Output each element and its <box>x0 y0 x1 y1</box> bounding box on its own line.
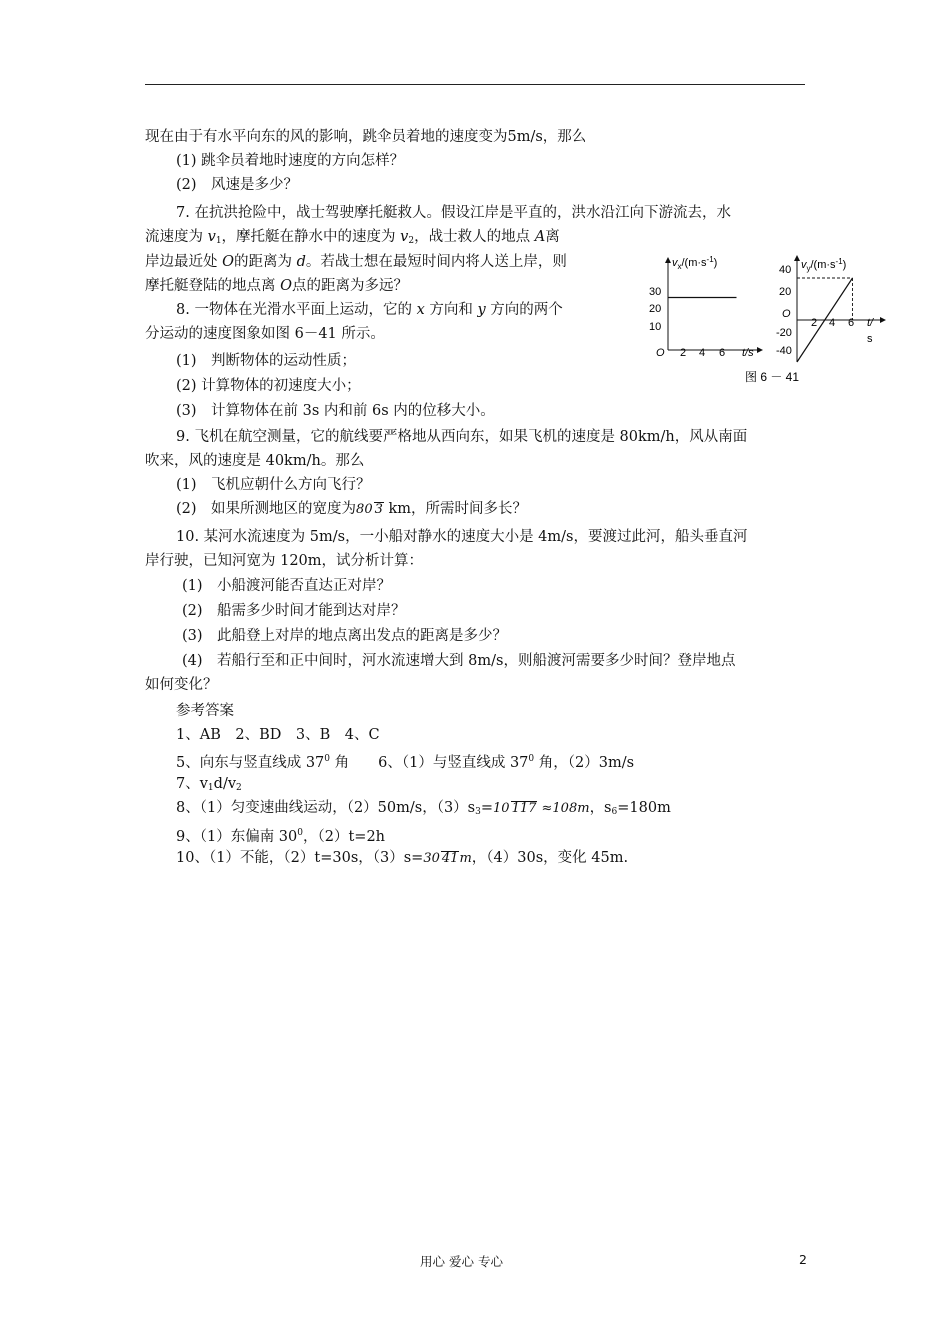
answers-title: 参考答案 <box>176 703 234 719</box>
answer-7: 7、$v_1d/v_2$ <box>176 776 242 793</box>
p9-q1: (1) 飞机应朝什么方向飞行？ <box>176 477 371 493</box>
page-number: 2 <box>799 1252 807 1267</box>
answer-8: 8、（1）匀变速曲线运动，（2）50m/s，$(3)s_3=10$ 117 ≈108m，$s_6=180m$ <box>176 800 671 817</box>
vy-ytick-neg20: -20 <box>776 327 792 339</box>
footer-slogan: 用心 爱心 专心 <box>420 1254 503 1269</box>
p9-line1: 9. 飞机在航空测量，它的航线要严格地从西向东，如果飞机的速度是 80km/h，风从南面 <box>176 429 748 445</box>
vy-xtick-4: 4 <box>829 317 836 329</box>
vy-xtick-6: 6 <box>848 317 855 329</box>
answer-9: 9、（1）东偏南 $30^0$，（2）t=2h <box>176 828 386 845</box>
p8-line1: 8. 一物体在光滑水平面上运动，它的 x 方向和 y 方向的两个 <box>176 302 563 318</box>
vx-xtick-2: 2 <box>680 347 687 359</box>
vy-ytick-neg40: -40 <box>776 345 792 357</box>
vx-origin: O <box>656 347 665 359</box>
p10-q4: (4) 若船行至和正中间时，河水流速增大到 8m/s，则船渡河需要多少时间？登岸地点 <box>182 653 736 669</box>
vy-x-label-unit: s <box>867 333 873 345</box>
vy-chart <box>776 257 883 362</box>
vx-xtick-6: 6 <box>719 347 726 359</box>
p10-line1: 10. 某河水流速度为 5m/s，一小船对静水的速度大小是 4m/s，要渡过此河，船头垂直河 <box>176 529 748 545</box>
vy-ytick-20: 20 <box>779 286 792 298</box>
answer-5-6: 5、向东与竖直线成 $37^0$ 角 6、（1）与竖直线成 $37^0$ 角，（2）3m/s <box>176 754 635 771</box>
vy-x-label: t/ <box>867 317 874 329</box>
p7-line4: 摩托艇登陆的地点离 O点的距离为多远？ <box>145 278 408 294</box>
p10-q1: (1) 小船渡河能否直达正对岸？ <box>182 578 392 594</box>
p7-line3: 岸边最近处 O的距离为 d。若战士想在最短时间内将人送上岸，则 <box>145 254 567 270</box>
vx-chart <box>649 255 760 359</box>
intro-q1: (1) 跳伞员着地时速度的方向怎样？ <box>176 153 405 169</box>
vy-origin: O <box>782 308 791 320</box>
intro-q2: (2) 风速是多少？ <box>176 177 299 193</box>
p8-q2: (2) 计算物体的初速度大小； <box>176 378 361 394</box>
vy-ytick-40: 40 <box>779 264 792 276</box>
intro-line: 现在由于有水平向东的风的影响，跳伞员着地的速度变为5m/s，那么 <box>145 129 587 145</box>
p10-q2: (2) 船需多少时间才能到达对岸？ <box>182 603 406 619</box>
answer-10: 10、（1）不能，（2）t=30s，（3）s=30 41m，（4）30s，变化 45m. <box>176 850 629 866</box>
p9-line2: 吹来，风的速度是 40km/h。那么 <box>145 453 365 469</box>
p10-line2: 岸行驶，已知河宽为 120m，试分析计算： <box>145 553 424 569</box>
p10-q4-cont: 如何变化？ <box>145 677 218 693</box>
p10-q3: (3) 此船登上对岸的地点离出发点的距离是多少？ <box>182 628 508 644</box>
sqrt-3: 3 <box>374 502 383 517</box>
sqrt-117: 117 <box>511 801 537 816</box>
p8-q1: (1) 判断物体的运动性质； <box>176 353 357 369</box>
answer-1-4: 1、AB 2、BD 3、B 4、C <box>176 727 380 743</box>
vx-ytick-30: 30 <box>649 286 662 298</box>
p7-line1: 7. 在抗洪抢险中，战士驾驶摩托艇救人。假设江岸是平直的，洪水沿江向下游流去，水 <box>176 205 731 221</box>
vx-ytick-10: 10 <box>649 321 662 333</box>
sqrt-41: 41 <box>441 851 459 866</box>
p7-line2: 流速度为 $v_1$，摩托艇在静水中的速度为 $v_2$，战士救人的地点 A离 <box>145 229 560 246</box>
p9-q2: (2) 如果所测地区的宽度为80 3 km，所需时间多长？ <box>176 501 528 517</box>
vx-y-label: $v_x/(m\cdot s^{-1})$ <box>672 255 718 271</box>
vx-ytick-20: 20 <box>649 303 662 315</box>
vy-xtick-2: 2 <box>811 317 818 329</box>
vy-y-label: $v_y/(m\cdot s^{-1})$ <box>801 257 847 273</box>
header-rule <box>145 84 805 85</box>
p8-q3: (3) 计算物体在前 3s 内和前 6s 内的位移大小。 <box>176 403 495 419</box>
figure-caption: 图 6 － 41 <box>745 370 800 384</box>
vx-x-label: t/s <box>742 347 754 359</box>
figure-6-41 <box>645 250 905 390</box>
vx-xtick-4: 4 <box>699 347 706 359</box>
p8-line2: 分运动的速度图象如图 6－41 所示。 <box>145 326 385 342</box>
